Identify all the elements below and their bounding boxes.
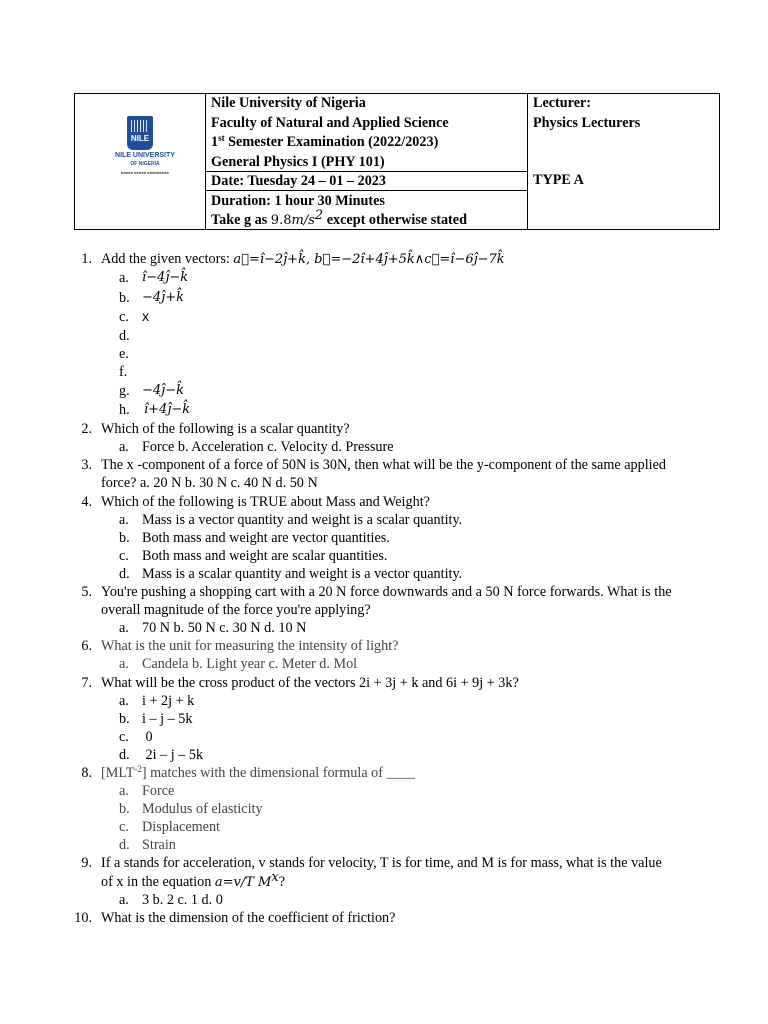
gravity-note: Take g as $9.8m/s^2$ except otherwise stated (211, 208, 467, 228)
lecturer-name: Physics Lecturers (533, 114, 641, 131)
course-title: General Physics I (PHY 101) (211, 153, 385, 170)
faculty-name: Faculty of Natural and Applied Science (211, 114, 449, 131)
logo-tagline: ■■■■■ ■■■■■ ■■■■■■■■■ (120, 170, 170, 175)
exam-type: TYPE A (533, 172, 584, 188)
logo-name: NILE UNIVERSITY (115, 152, 175, 159)
lecturer-info (533, 94, 640, 133)
university-name: Nile University of Nigeria (211, 95, 366, 111)
header-info (211, 94, 467, 231)
university-logo (105, 114, 185, 184)
logo-shield-icon: NILE (127, 116, 153, 150)
exam-duration: Duration: 1 hour 30 Minutes (211, 192, 385, 209)
header-divider (527, 94, 528, 229)
lecturer-label: Lecturer: (533, 95, 592, 111)
exam-date: Date: Tuesday 24 – 01 – 2023 (211, 173, 386, 189)
exam-header-table (74, 93, 720, 230)
exam-title: 1st Semester Examination (2022/2023) (211, 133, 439, 150)
logo-sub: OF NIGERIA (130, 161, 160, 167)
header-divider (205, 94, 206, 229)
